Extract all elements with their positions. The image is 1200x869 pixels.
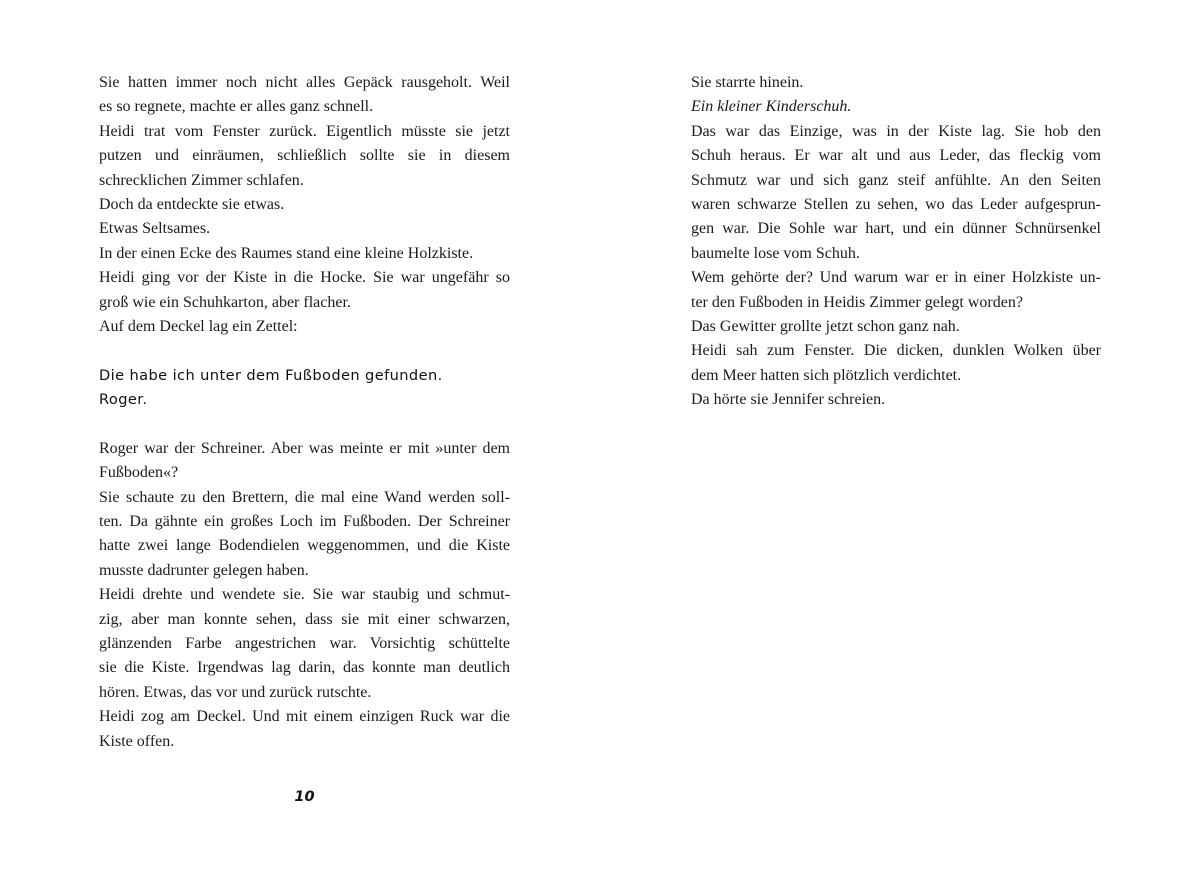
text-line: Das Gewitter grollte jetzt schon ganz nah. — [691, 317, 960, 335]
text-line: Heidi zog am Deckel. Und mit einem einzigen Ruck war die — [99, 708, 510, 726]
text-line: Doch da entdeckte sie etwas. — [99, 195, 285, 213]
paragraph-spacer — [99, 339, 510, 363]
text-line: Ein kleiner Kinderschuh. — [691, 98, 852, 116]
text-line: baumelte lose vom Schuh. — [691, 244, 860, 262]
text-line: glänzenden Farbe angestrichen war. Vorsichtig schüttelte — [99, 634, 510, 652]
text-line: Roger war der Schreiner. Aber was meinte er mit »unter dem — [99, 439, 510, 457]
text-line: schrecklichen Zimmer schlafen. — [99, 171, 304, 189]
text-line: Heidi drehte und wendete sie. Sie war staubig und schmut- — [99, 586, 510, 604]
text-line: ter den Fußboden in Heidis Zimmer gelegt worden? — [691, 293, 1023, 311]
text-line: musste dadrunter gelegen haben. — [99, 561, 309, 579]
text-line: Heidi sah zum Fenster. Die dicken, dunklen Wolken über — [691, 342, 1101, 360]
text-line: Wem gehörte der? Und warum war er in einer Holzkiste un- — [691, 269, 1101, 287]
text-line: Schuh heraus. Er war alt und aus Leder, das fleckig vom — [691, 147, 1101, 165]
page-left-text — [99, 71, 510, 754]
text-line: Fußboden«? — [99, 464, 179, 482]
text-line: putzen und einräumen, schließlich sollte sie in diesem — [99, 147, 510, 165]
page-number: 10 — [294, 789, 315, 805]
text-line: hatte zwei lange Bodendielen weggenommen, und die Kiste — [99, 537, 510, 555]
text-line: groß wie ein Schuhkarton, aber flacher. — [99, 293, 351, 311]
text-line: Das war das Einzige, was in der Kiste lag. Sie hob den — [691, 122, 1101, 140]
text-line: Sie schaute zu den Brettern, die mal eine Wand werden soll- — [99, 488, 510, 506]
text-line: ten. Da gähnte ein großes Loch im Fußboden. Der Schreiner — [99, 513, 510, 531]
text-line: Die habe ich unter dem Fußboden gefunden. — [99, 366, 443, 384]
text-line: In der einen Ecke des Raumes stand eine kleine Holzkiste. — [99, 244, 474, 262]
text-line: zig, aber man konnte sehen, dass sie mit einer schwarzen, — [99, 610, 510, 628]
text-line: Etwas Seltsames. — [99, 220, 211, 238]
text-line: Auf dem Deckel lag ein Zettel: — [99, 317, 298, 335]
text-line: Da hörte sie Jennifer schreien. — [691, 391, 886, 409]
text-line: Heidi ging vor der Kiste in die Hocke. Sie war ungefähr so — [99, 269, 510, 287]
page-right-text — [691, 71, 1101, 412]
paragraph-spacer — [99, 412, 510, 436]
text-line: Schmutz war und sich ganz steif anfühlte. An den Seiten — [691, 171, 1101, 189]
text-line: Kiste offen. — [99, 732, 175, 750]
text-line: Sie starrte hinein. — [691, 74, 804, 91]
text-line: Roger. — [99, 391, 148, 409]
text-line: gen war. Die Sohle war hart, und ein dünner Schnürsenkel — [691, 220, 1101, 238]
text-line: sie die Kiste. Irgendwas lag darin, das konnte man deutlich — [99, 659, 510, 677]
text-line: Sie hatten immer noch nicht alles Gepäck rausgeholt. Weil — [99, 74, 510, 91]
text-line: dem Meer hatten sich plötzlich verdichtet. — [691, 366, 962, 384]
text-line: waren schwarze Stellen zu sehen, wo das Leder aufgesprun- — [691, 195, 1101, 213]
text-line: es so regnete, machte er alles ganz schnell. — [99, 98, 374, 116]
text-line: hören. Etwas, das vor und zurück rutschte. — [99, 683, 372, 701]
text-line: Heidi trat vom Fenster zurück. Eigentlich müsste sie jetzt — [99, 122, 510, 140]
